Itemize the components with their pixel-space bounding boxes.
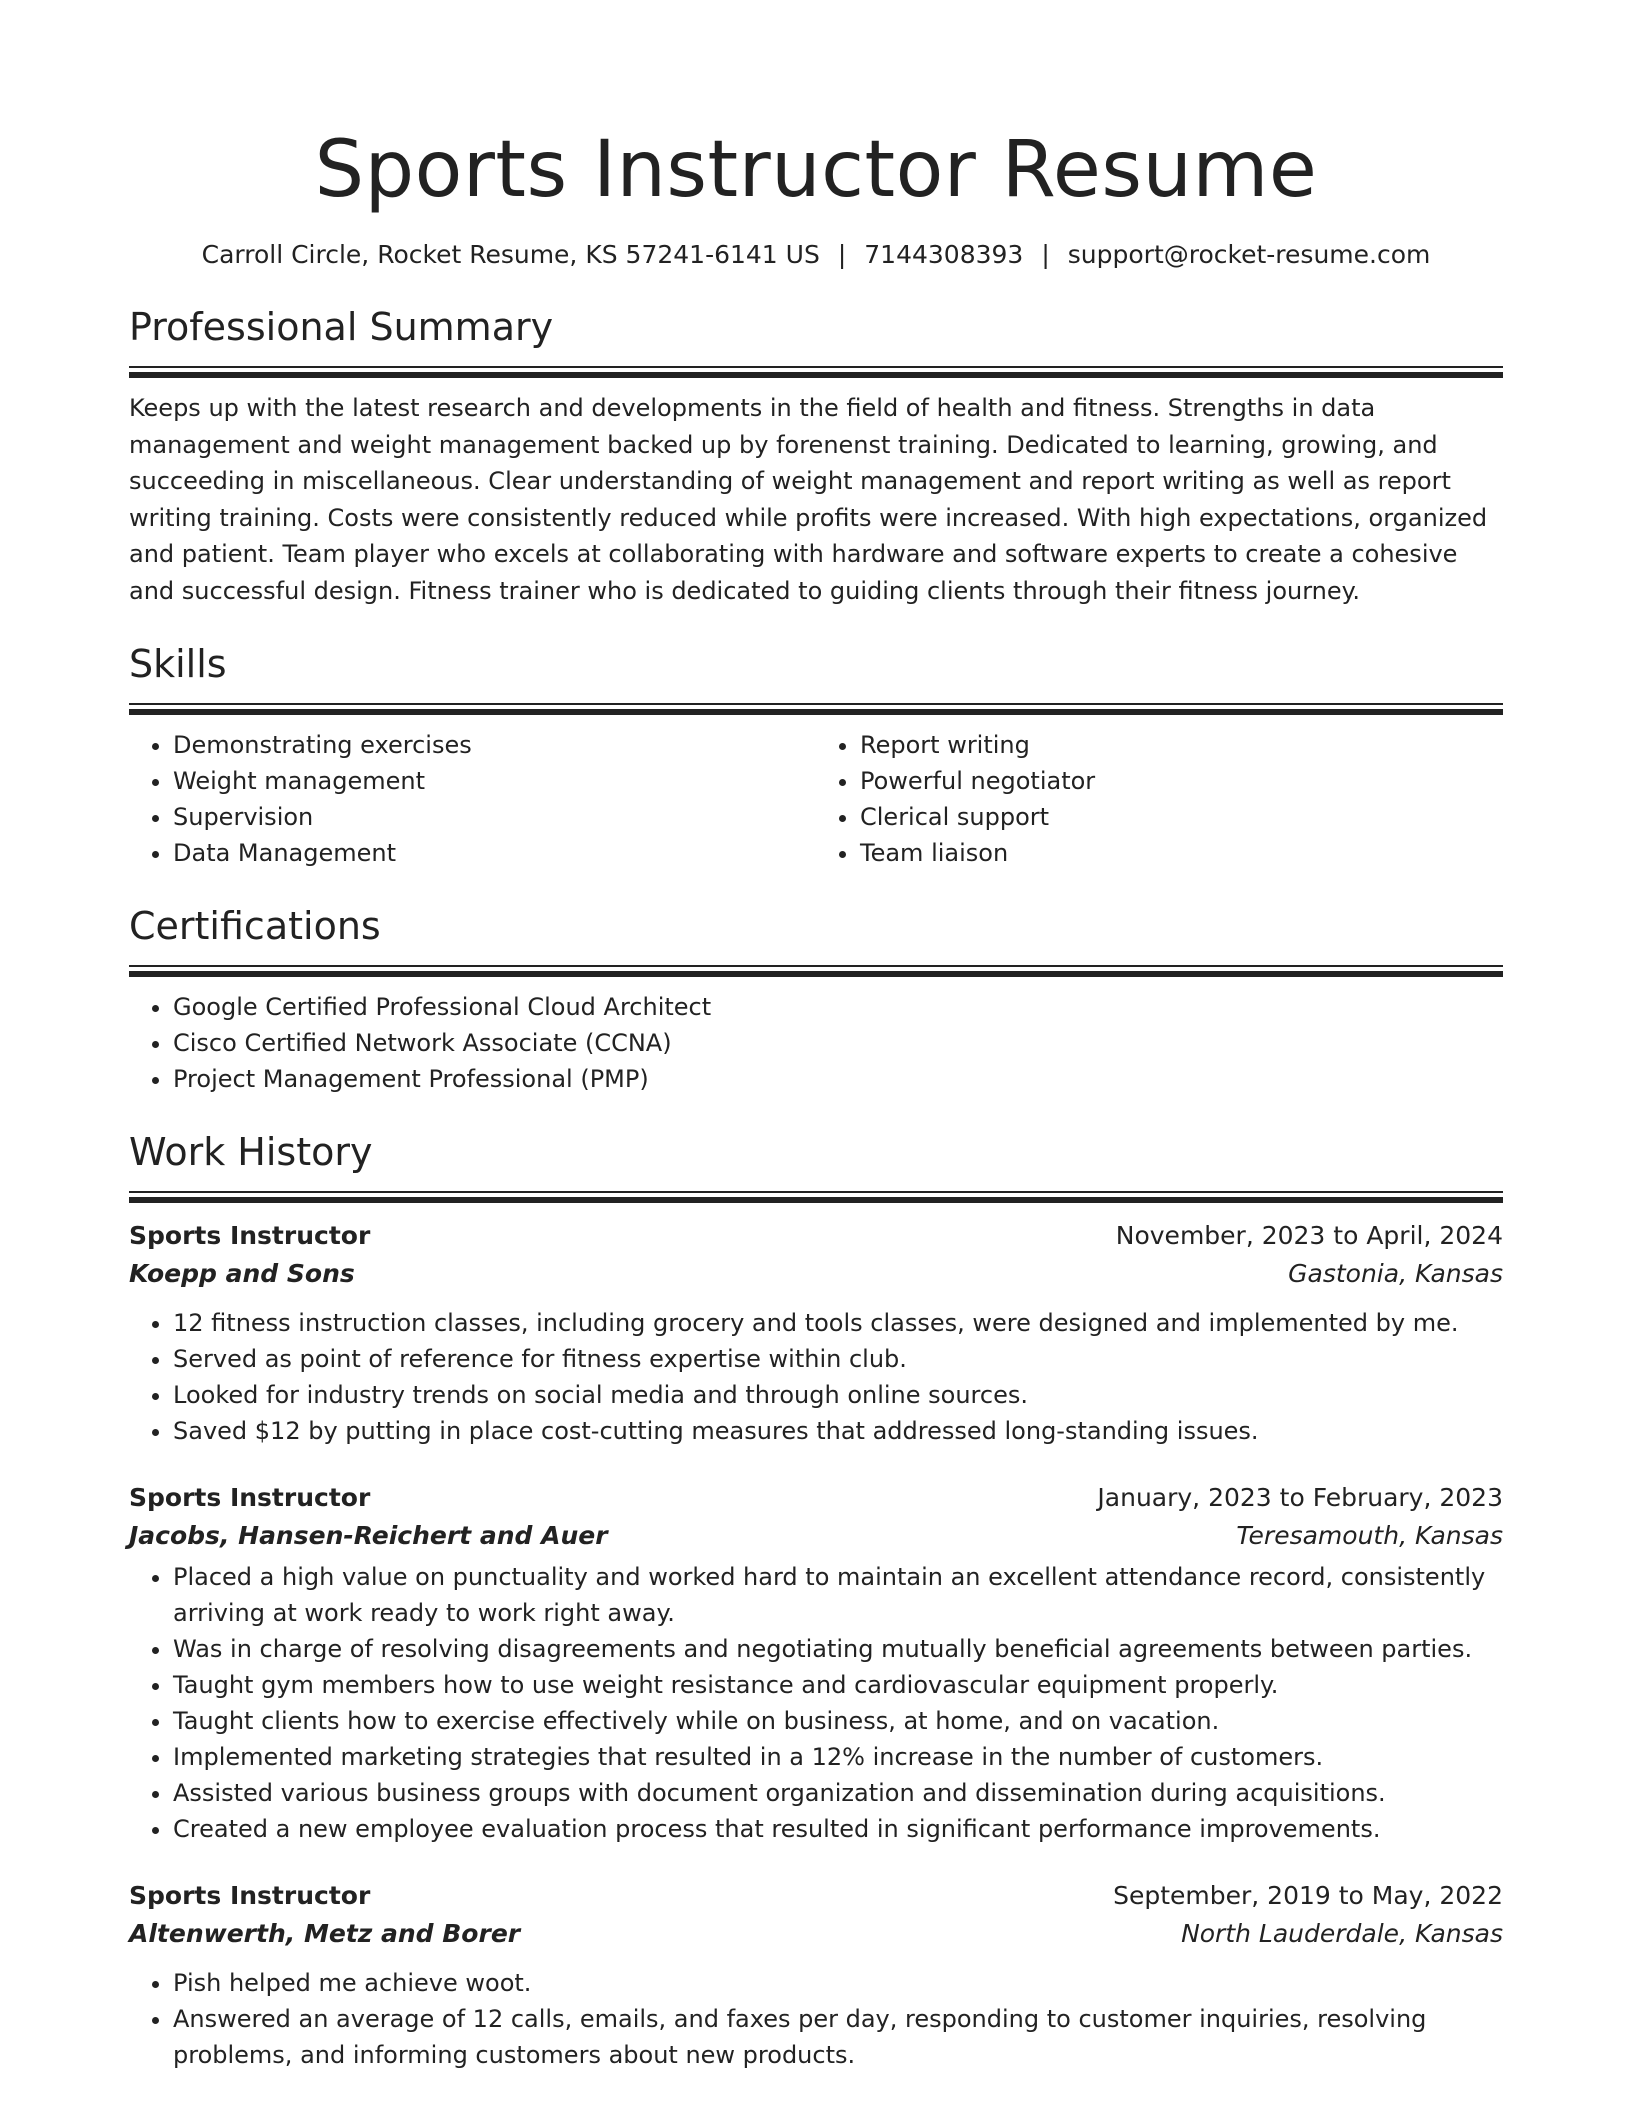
job-dates: September, 2019 to May, 2022 (1113, 1881, 1503, 1910)
certification-item: • Google Certified Professional Cloud Architect (173, 989, 1503, 1025)
job-company-row (129, 1255, 1503, 1293)
certification-item: • Cisco Certified Network Associate (CCNA) (173, 1025, 1503, 1061)
job-bullets (129, 1559, 1503, 1847)
contact-line (129, 238, 1503, 272)
job-dates: November, 2023 to April, 2024 (1115, 1221, 1503, 1250)
skill-item: • Demonstrating exercises (173, 727, 816, 763)
job-bullets (129, 1965, 1503, 2073)
job-entry (129, 1877, 1503, 2073)
job-bullet: • 12 fitness instruction classes, including grocery and tools classes, were designed and implemented by me. (173, 1305, 1503, 1341)
job-location: North Lauderdale, Kansas (1181, 1919, 1503, 1948)
job-bullets (129, 1305, 1503, 1449)
job-bullet: • Taught gym members how to use weight resistance and cardiovascular equipment properly. (173, 1667, 1503, 1703)
job-title: Sports Instructor (129, 1881, 371, 1910)
skills-columns (129, 727, 1503, 871)
job-header-row (129, 1479, 1503, 1517)
job-dates: January, 2023 to February, 2023 (1097, 1483, 1503, 1512)
job-bullet: • Taught clients how to exercise effectively while on business, at home, and on vacation. (173, 1703, 1503, 1739)
skill-item: • Clerical support (860, 799, 1503, 835)
contact-separator: | (837, 240, 847, 269)
skills-section (129, 639, 1503, 871)
job-company: Jacobs, Hansen-Reichert and Auer (129, 1521, 608, 1550)
skills-heading: Skills (129, 642, 227, 686)
job-company-row (129, 1915, 1503, 1953)
job-bullet: • Assisted various business groups with document organization and dissemination during acquisitions. (173, 1775, 1503, 1811)
certifications-section (129, 901, 1503, 1097)
work-history-section (129, 1127, 1503, 2073)
job-bullet: • Implemented marketing strategies that resulted in a 12% increase in the number of customers. (173, 1739, 1503, 1775)
skills-list-right (816, 727, 1503, 871)
job-title: Sports Instructor (129, 1483, 371, 1512)
job-company: Koepp and Sons (129, 1259, 355, 1288)
certifications-heading: Certifications (129, 904, 381, 948)
contact-phone: 7144308393 (864, 240, 1024, 269)
section-divider (129, 703, 1503, 715)
job-title: Sports Instructor (129, 1221, 371, 1250)
job-header-row (129, 1217, 1503, 1255)
summary-text: Keeps up with the latest research and developments in the field of health and fitness. Strengths in data management and weight management backed up by forenenst training. Dedicated to learning, growing, and succeeding in miscellaneous. Clear understanding of weight management and report writing as well as report writing training. Costs were consistently reduced while profits were increased. With high expectations, organized and patient. Team player who excels at collaborating with hardware and software experts to create a cohesive and successful design. Fitness trainer who is dedicated to guiding clients through their fitness journey. (129, 394, 1488, 605)
skill-item: • Weight management (173, 763, 816, 799)
job-bullet: • Created a new employee evaluation process that resulted in significant performance improvements. (173, 1811, 1503, 1847)
skill-item: • Report writing (860, 727, 1503, 763)
job-bullet: • Served as point of reference for fitness expertise within club. (173, 1341, 1503, 1377)
skill-item: • Team liaison (860, 835, 1503, 871)
job-entry (129, 1217, 1503, 1449)
skill-item: • Supervision (173, 799, 816, 835)
summary-heading: Professional Summary (129, 305, 554, 349)
section-divider (129, 965, 1503, 977)
section-divider (129, 366, 1503, 378)
contact-email[interactable]: support@rocket-resume.com (1067, 240, 1431, 269)
skill-item: • Powerful negotiator (860, 763, 1503, 799)
job-bullet: • Placed a high value on punctuality and worked hard to maintain an excellent attendance record, consistently arriving at work ready to work right away. (173, 1559, 1503, 1631)
certifications-list (129, 989, 1503, 1097)
job-header-row (129, 1877, 1503, 1915)
job-bullet: • Pish helped me achieve woot. (173, 1965, 1503, 2001)
contact-separator: | (1041, 240, 1050, 269)
job-bullet: • Answered an average of 12 calls, emails, and faxes per day, responding to customer inquiries, resolving problems, and informing customers about new products. (173, 2001, 1503, 2073)
job-bullet: • Looked for industry trends on social media and through online sources. (173, 1377, 1503, 1413)
job-bullet: • Saved $12 by putting in place cost-cutting measures that addressed long-standing issues. (173, 1413, 1503, 1449)
skills-list-left (129, 727, 816, 871)
contact-address: Carroll Circle, Rocket Resume, KS 57241-6141 US (201, 240, 820, 269)
job-entry (129, 1479, 1503, 1847)
job-company: Altenwerth, Metz and Borer (129, 1919, 521, 1948)
skill-item: • Data Management (173, 835, 816, 871)
job-location: Gastonia, Kansas (1288, 1259, 1503, 1288)
job-bullet: • Was in charge of resolving disagreements and negotiating mutually beneficial agreements between parties. (173, 1631, 1503, 1667)
job-location: Teresamouth, Kansas (1236, 1521, 1503, 1550)
resume-title: Sports Instructor Resume (314, 125, 1318, 215)
section-divider (129, 1191, 1503, 1203)
work-history-heading: Work History (129, 1130, 373, 1174)
summary-section (129, 302, 1503, 609)
certification-item: • Project Management Professional (PMP) (173, 1061, 1503, 1097)
job-company-row (129, 1517, 1503, 1555)
